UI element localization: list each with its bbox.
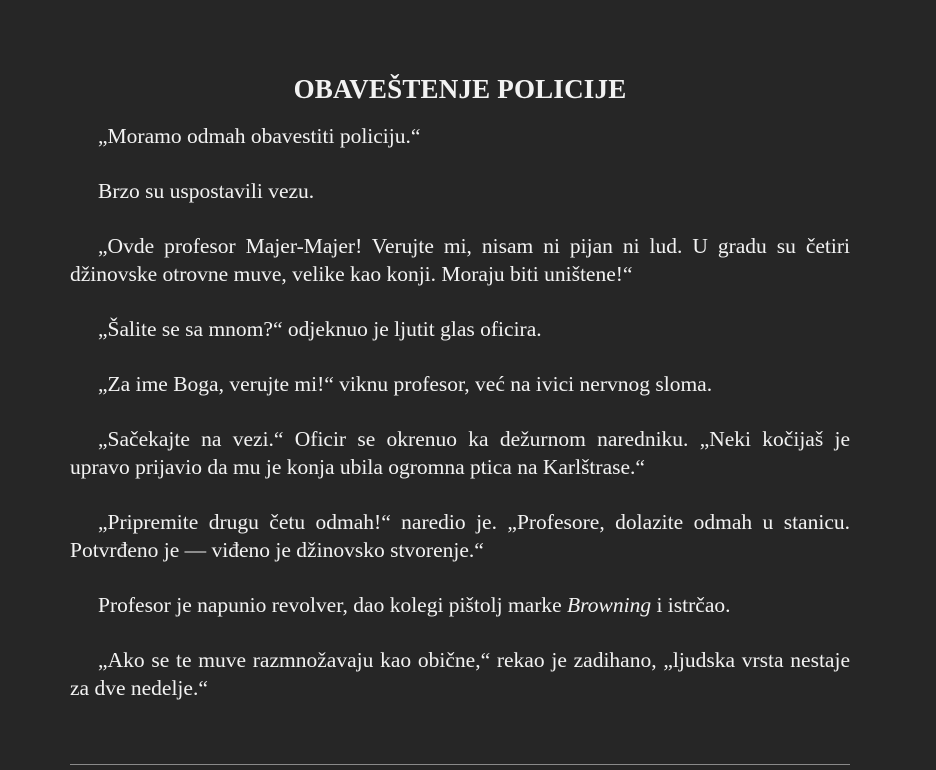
paragraph: „Moramo odmah obavestiti policiju.“	[98, 124, 421, 148]
paragraph: „Ovde profesor Majer-Majer! Verujte mi, nisam ni pijan ni lud. U gradu su četiri džinovske otrovne muve, velike kao konji. Moraju biti uništene!“	[70, 234, 850, 286]
italic-brand-name: Browning	[567, 593, 652, 617]
paragraph: „Šalite se sa mnom?“ odjeknuo je ljutit glas oficira.	[98, 317, 542, 341]
paragraph-text: i istrčao.	[651, 593, 731, 617]
paragraph: „Za ime Boga, verujte mi!“ viknu profesor, već na ivici nervnog sloma.	[98, 372, 713, 396]
paragraph	[70, 591, 850, 619]
paragraph-text: Profesor je napunio revolver, dao kolegi pištolj marke	[98, 593, 568, 617]
paragraph: „Ako se te muve razmnožavaju kao obične,“ rekao je zadihano, „ljudska vrsta nestaje za dve nedelje.“	[70, 648, 850, 700]
chapter-title: OBAVEŠTENJE POLICIJE	[293, 74, 627, 104]
paragraph: Brzo su uspostavili vezu.	[98, 179, 315, 203]
section-divider	[70, 764, 850, 765]
document-page	[70, 66, 850, 702]
paragraph: „Sačekajte na vezi.“ Oficir se okrenuo ka dežurnom naredniku. „Neki kočijaš je upravo prijavio da mu je konja ubila ogromna ptica na Karlštrase.“	[70, 427, 850, 479]
paragraph: „Pripremite drugu četu odmah!“ naredio je. „Profesore, dolazite odmah u stanicu. Potvrđeno je — viđeno je džinovsko stvorenje.“	[70, 510, 850, 562]
